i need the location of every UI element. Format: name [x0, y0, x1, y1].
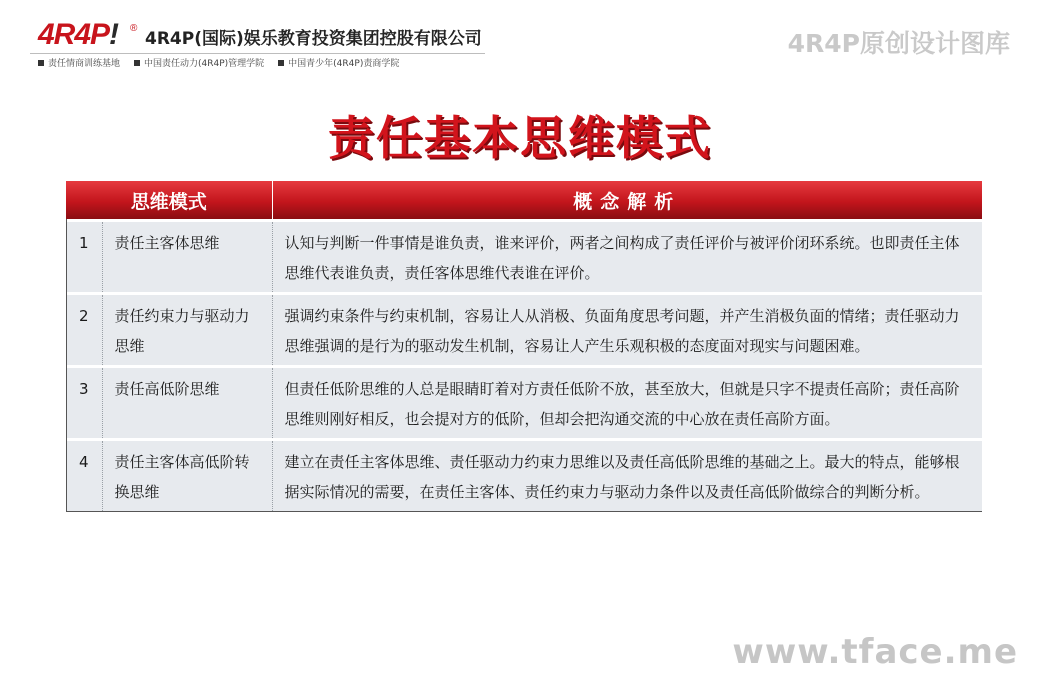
logo-exclamation: ! — [109, 18, 119, 51]
tagline-item: 中国责任动力(4R4P)管理学院 — [134, 56, 264, 69]
mode-cell: 责任主客体思维 — [102, 221, 272, 294]
table-row — [66, 294, 982, 367]
analysis-cell: 建立在责任主客体思维、责任驱动力约束力思维以及责任高低阶思维的基础之上。最大的特点，能够根据实际情况的需要，在责任主客体、责任约束力与驱动力条件以及责任高低阶做综合的判断分析。 — [272, 440, 982, 512]
company-logo — [38, 18, 138, 52]
analysis-cell: 强调约束条件与约束机制，容易让人从消极、负面角度思考问题，并产生消极负面的情绪；责任驱动力思维强调的是行为的驱动发生机制，容易让人产生乐观积极的态度面对现实与问题困难。 — [272, 294, 982, 367]
analysis-cell: 认知与判断一件事情是谁负责，谁来评价，两者之间构成了责任评价与被评价闭环系统。也即责任主体思维代表谁负责，责任客体思维代表谁在评价。 — [272, 221, 982, 294]
company-name: 4R4P(国际)娱乐教育投资集团控股有限公司 — [145, 29, 482, 49]
header-analysis: 概念解析 — [272, 181, 982, 221]
tagline-list — [38, 56, 399, 69]
table-row — [66, 367, 982, 440]
logo-text: 4R4P — [38, 18, 110, 51]
mode-cell: 责任约束力与驱动力思维 — [102, 294, 272, 367]
table-row — [66, 440, 982, 512]
row-number: 2 — [66, 294, 102, 367]
tagline-item: 责任情商训练基地 — [38, 56, 120, 69]
concept-table — [66, 181, 982, 512]
analysis-cell: 但责任低阶思维的人总是眼睛盯着对方责任低阶不放，甚至放大，但就是只字不提责任高阶；责任高阶思维则刚好相反，也会提对方的低阶，但却会把沟通交流的中心放在责任高阶方面。 — [272, 367, 982, 440]
table-row — [66, 221, 982, 294]
page-header — [0, 0, 1040, 80]
row-number: 1 — [66, 221, 102, 294]
row-number: 4 — [66, 440, 102, 512]
page-title: 责任基本思维模式 — [328, 111, 712, 165]
table-header-row — [66, 181, 982, 221]
row-number: 3 — [66, 367, 102, 440]
header-divider — [30, 53, 485, 54]
brand-mark: 4R4P原创设计图库 — [787, 29, 1010, 58]
header-mode: 思维模式 — [66, 181, 272, 221]
tagline-item: 中国青少年(4R4P)责商学院 — [278, 56, 399, 69]
mode-cell: 责任高低阶思维 — [102, 367, 272, 440]
mode-cell: 责任主客体高低阶转换思维 — [102, 440, 272, 512]
site-watermark: www.tface.me — [732, 632, 1018, 672]
registered-mark: ® — [130, 23, 138, 34]
